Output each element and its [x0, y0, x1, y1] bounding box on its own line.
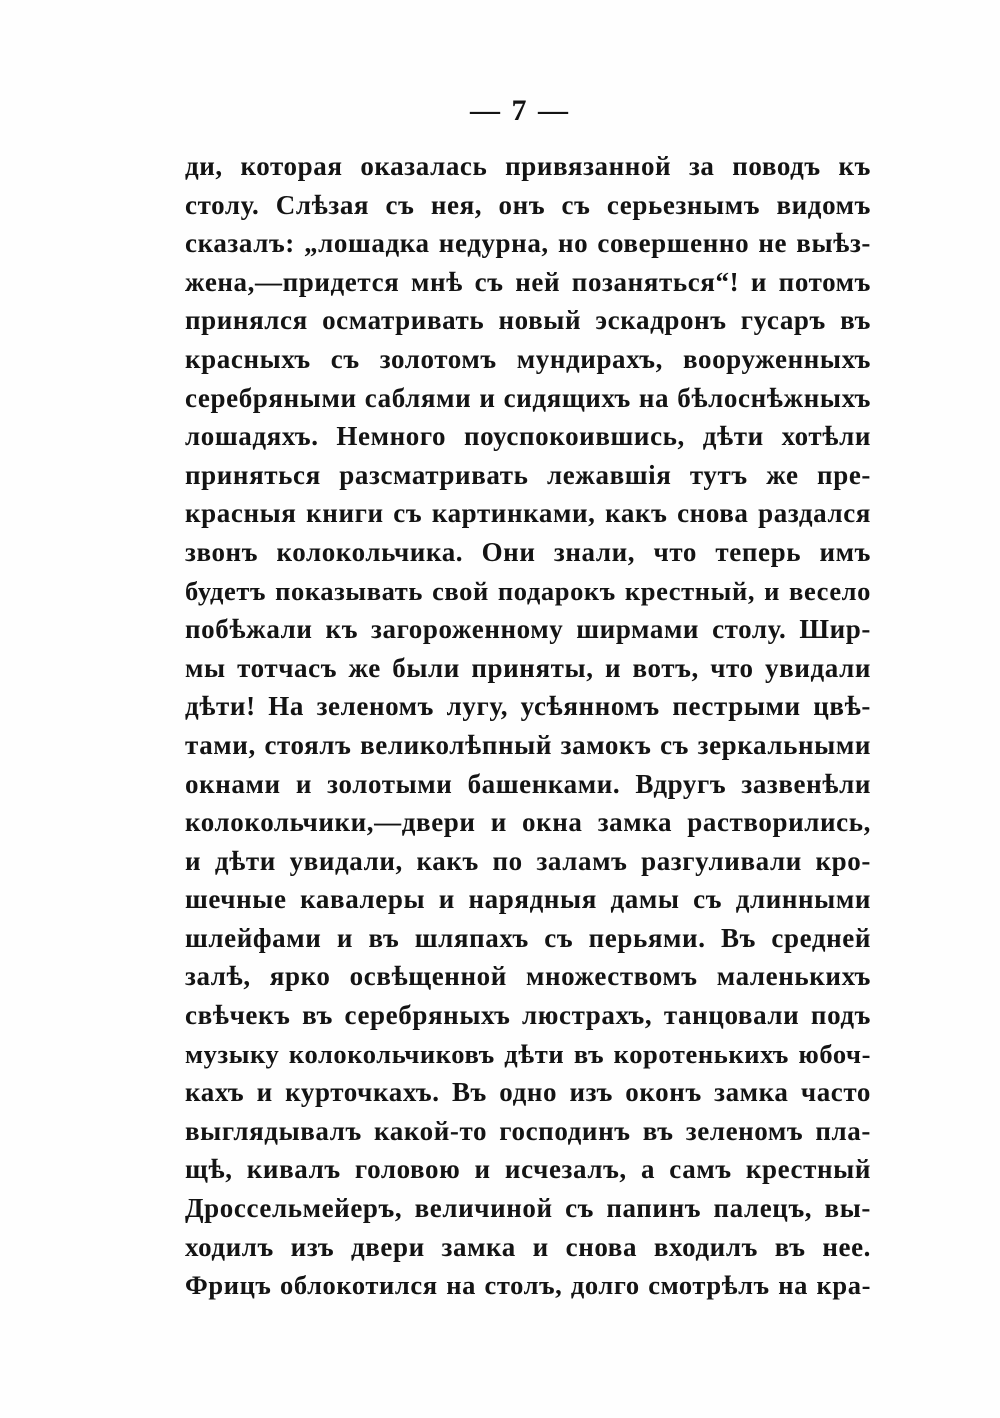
text-line: Фрицъ облокотился на столъ, долго смотрѣлъ на кра-: [185, 1270, 871, 1301]
text-line: ди, которая оказалась привязанной за поводъ къ: [185, 151, 871, 181]
body-text: [185, 147, 871, 1305]
text-line: серебряными саблями и сидящихъ на бѣлоснѣжныхъ: [185, 382, 871, 413]
text-line: музыку колокольчиковъ дѣти въ коротенькихъ юбоч-: [185, 1038, 871, 1069]
text-line: приняться разсматривать лежавшія тутъ же пре-: [185, 459, 871, 490]
text-line: красныя книги съ картинками, какъ снова раздался: [185, 498, 871, 529]
text-line: Дроссельмейеръ, величиной съ папинъ палецъ, вы-: [185, 1193, 871, 1224]
text-line: лошадяхъ. Немного поуспокоившись, дѣти хотѣли: [185, 421, 871, 452]
text-line: окнами и золотыми башенками. Вдругъ зазвенѣли: [185, 768, 871, 799]
page-number: — 7 —: [470, 94, 570, 127]
text-line: выглядывалъ какой-то господинъ въ зеленомъ пла-: [185, 1115, 871, 1146]
text-line: побѣжали къ загороженному ширмами столу. Шир-: [185, 614, 871, 645]
text-line: принялся осматривать новый эскадронъ гусаръ въ: [185, 305, 871, 336]
text-line: мы тотчасъ же были приняты, и вотъ, что увидали: [185, 652, 871, 683]
text-line: ходилъ изъ двери замка и снова входилъ въ нее.: [185, 1231, 871, 1262]
text-line: колокольчики,—двери и окна замка растворились,: [185, 807, 871, 838]
text-line: дѣти! На зеленомъ лугу, усѣянномъ пестрыми цвѣ-: [185, 691, 871, 722]
text-line: залѣ, ярко освѣщенной множествомъ маленькихъ: [185, 961, 871, 992]
text-line: свѣчекъ въ серебряныхъ люстрахъ, танцовали подъ: [185, 1000, 871, 1031]
text-line: щѣ, кивалъ головою и исчезалъ, а самъ крестный: [185, 1154, 871, 1185]
text-line: сказалъ: „лошадка недурна, но совершенно не выѣз-: [185, 228, 871, 259]
text-line: тами, стоялъ великолѣпный замокъ съ зеркальными: [185, 729, 871, 760]
text-line: и дѣти увидали, какъ по заламъ разгуливали кро-: [185, 845, 871, 876]
text-line: столу. Слѣзая съ нея, онъ съ серьезнымъ видомъ: [185, 189, 871, 220]
text-line: шечные кавалеры и нарядныя дамы съ длинными: [185, 884, 871, 915]
text-line: звонъ колокольчика. Они знали, что теперь имъ: [185, 536, 871, 567]
text-line: будетъ показывать свой подарокъ крестный, и весело: [185, 575, 871, 606]
text-line: шлейфами и въ шляпахъ съ перьями. Въ средней: [185, 922, 871, 953]
text-line: жена,—придется мнѣ съ ней позаняться“! и потомъ: [185, 266, 871, 297]
text-line: кахъ и курточкахъ. Въ одно изъ оконъ замка часто: [185, 1077, 871, 1108]
text-line: красныхъ съ золотомъ мундирахъ, вооруженныхъ: [185, 343, 871, 374]
